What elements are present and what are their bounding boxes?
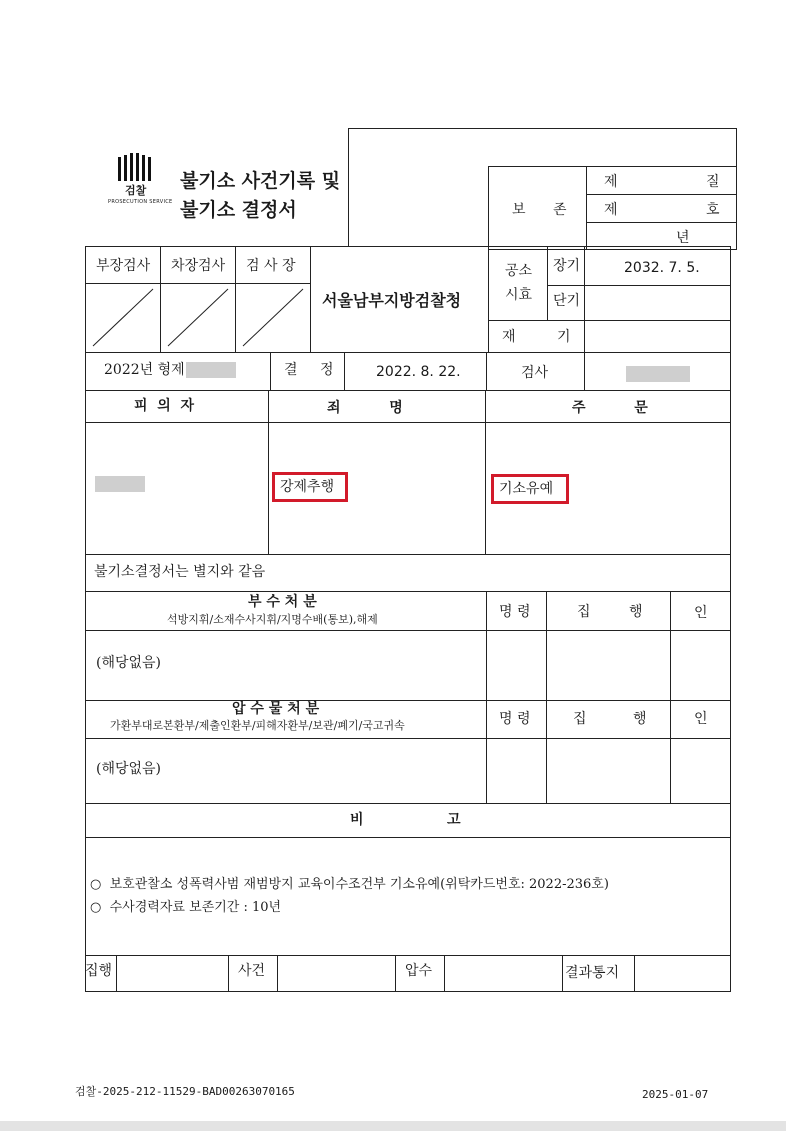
page-title-line-2: 불기소 결정서 bbox=[180, 199, 297, 221]
logo-text: 검찰 bbox=[125, 184, 147, 197]
prescription-label-2: 시효 bbox=[505, 287, 533, 303]
footer-seizure: 압수 bbox=[405, 963, 433, 979]
approval-signature-slashes bbox=[85, 283, 310, 352]
prescription-label-1: 공소 bbox=[505, 263, 533, 279]
approval-header-head: 검 사 장 bbox=[246, 258, 296, 274]
same-as-attached-note: 불기소결정서는 별지와 같음 bbox=[94, 564, 266, 580]
prescription-short-label: 단기 bbox=[553, 293, 581, 309]
office-name: 서울남부지방검찰청 bbox=[322, 291, 462, 310]
prosecution-logo bbox=[108, 153, 173, 209]
remarks-label-1: 비 bbox=[350, 812, 364, 828]
form-middle-line-top bbox=[348, 128, 349, 246]
case-number-prefix: 2022년 형제 bbox=[104, 362, 185, 378]
restart-label-2: 기 bbox=[557, 329, 571, 345]
form-right-line-top bbox=[736, 128, 737, 168]
seizure-title: 압 수 물 처 분 bbox=[232, 701, 320, 717]
disposition-value: 기소유예 bbox=[499, 481, 554, 497]
secondary-order-header: 명 령 bbox=[499, 604, 531, 620]
prosecutor-label: 검사 bbox=[521, 365, 549, 381]
prosecution-logo-icon bbox=[118, 153, 154, 181]
seizure-exec-header-2: 행 bbox=[633, 711, 647, 727]
restart-label-1: 재 bbox=[502, 329, 516, 345]
charge-value: 강제추행 bbox=[280, 479, 335, 495]
prosecutor-name-redacted bbox=[626, 366, 690, 382]
column-suspect: 피 의 자 bbox=[134, 398, 195, 414]
preservation-row3: 년 bbox=[676, 230, 690, 246]
preservation-row1-a: 제 bbox=[604, 174, 618, 190]
secondary-title: 부 수 처 분 bbox=[248, 594, 317, 610]
remarks-line-1: ○ 보호관찰소 성폭력사범 재범방지 교육이수조건부 기소유예(위탁카드번호: 2022-236호) bbox=[90, 877, 609, 892]
page-title-line-1: 불기소 사건기록 및 bbox=[180, 170, 341, 192]
approval-header-deputy: 부장검사 bbox=[96, 258, 151, 274]
case-number-redacted bbox=[186, 362, 236, 378]
seizure-order-header: 명 령 bbox=[499, 711, 531, 727]
preservation-row2-a: 제 bbox=[604, 202, 618, 218]
decision-date: 2022. 8. 22. bbox=[376, 364, 461, 380]
approval-header-chief: 차장검사 bbox=[171, 258, 226, 274]
column-charge: 죄 명 bbox=[327, 400, 403, 416]
secondary-subtitle: 석방지휘/소재수사지휘/지명수배(통보),해제 bbox=[167, 613, 378, 626]
secondary-exec-header-2: 행 bbox=[629, 604, 643, 620]
seizure-subtitle: 가환부대로본환부/제출인환부/피해자환부/보관/폐기/국고귀속 bbox=[110, 719, 405, 732]
seizure-exec-header-1: 집 bbox=[573, 711, 587, 727]
document-date: 2025-01-07 bbox=[642, 1088, 709, 1101]
suspect-name-redacted bbox=[95, 476, 145, 492]
secondary-none: (해당없음) bbox=[96, 655, 162, 671]
preservation-row2-b: 호 bbox=[706, 202, 720, 218]
footer-notice: 결과통지 bbox=[565, 965, 620, 981]
logo-subtext: PROSECUTION SERVICE bbox=[108, 199, 173, 205]
decision-label-2: 정 bbox=[320, 362, 334, 378]
prescription-long-value: 2032. 7. 5. bbox=[624, 260, 700, 276]
seizure-none: (해당없음) bbox=[96, 761, 162, 777]
footer-case: 사건 bbox=[238, 963, 266, 979]
document-id: 검찰-2025-212-11529-BAD00263070165 bbox=[75, 1085, 295, 1098]
column-disposition: 주 문 bbox=[572, 400, 648, 416]
remarks-label-2: 고 bbox=[447, 812, 461, 828]
footer-execution: 집행 bbox=[85, 963, 113, 979]
secondary-exec-header-1: 집 bbox=[577, 604, 591, 620]
prescription-long-label: 장기 bbox=[553, 258, 581, 274]
preservation-row1-b: 질 bbox=[706, 174, 720, 190]
secondary-seal-header: 인 bbox=[694, 605, 708, 621]
decision-label-1: 결 bbox=[284, 362, 298, 378]
remarks-line-2: ○ 수사경력자료 보존기간 : 10년 bbox=[90, 900, 282, 915]
preservation-label-2: 존 bbox=[553, 202, 567, 218]
seizure-seal-header: 인 bbox=[694, 711, 708, 727]
bottom-scroll-strip bbox=[0, 1121, 786, 1131]
form-top-line-right bbox=[348, 128, 737, 129]
preservation-label-1: 보 bbox=[512, 202, 526, 218]
